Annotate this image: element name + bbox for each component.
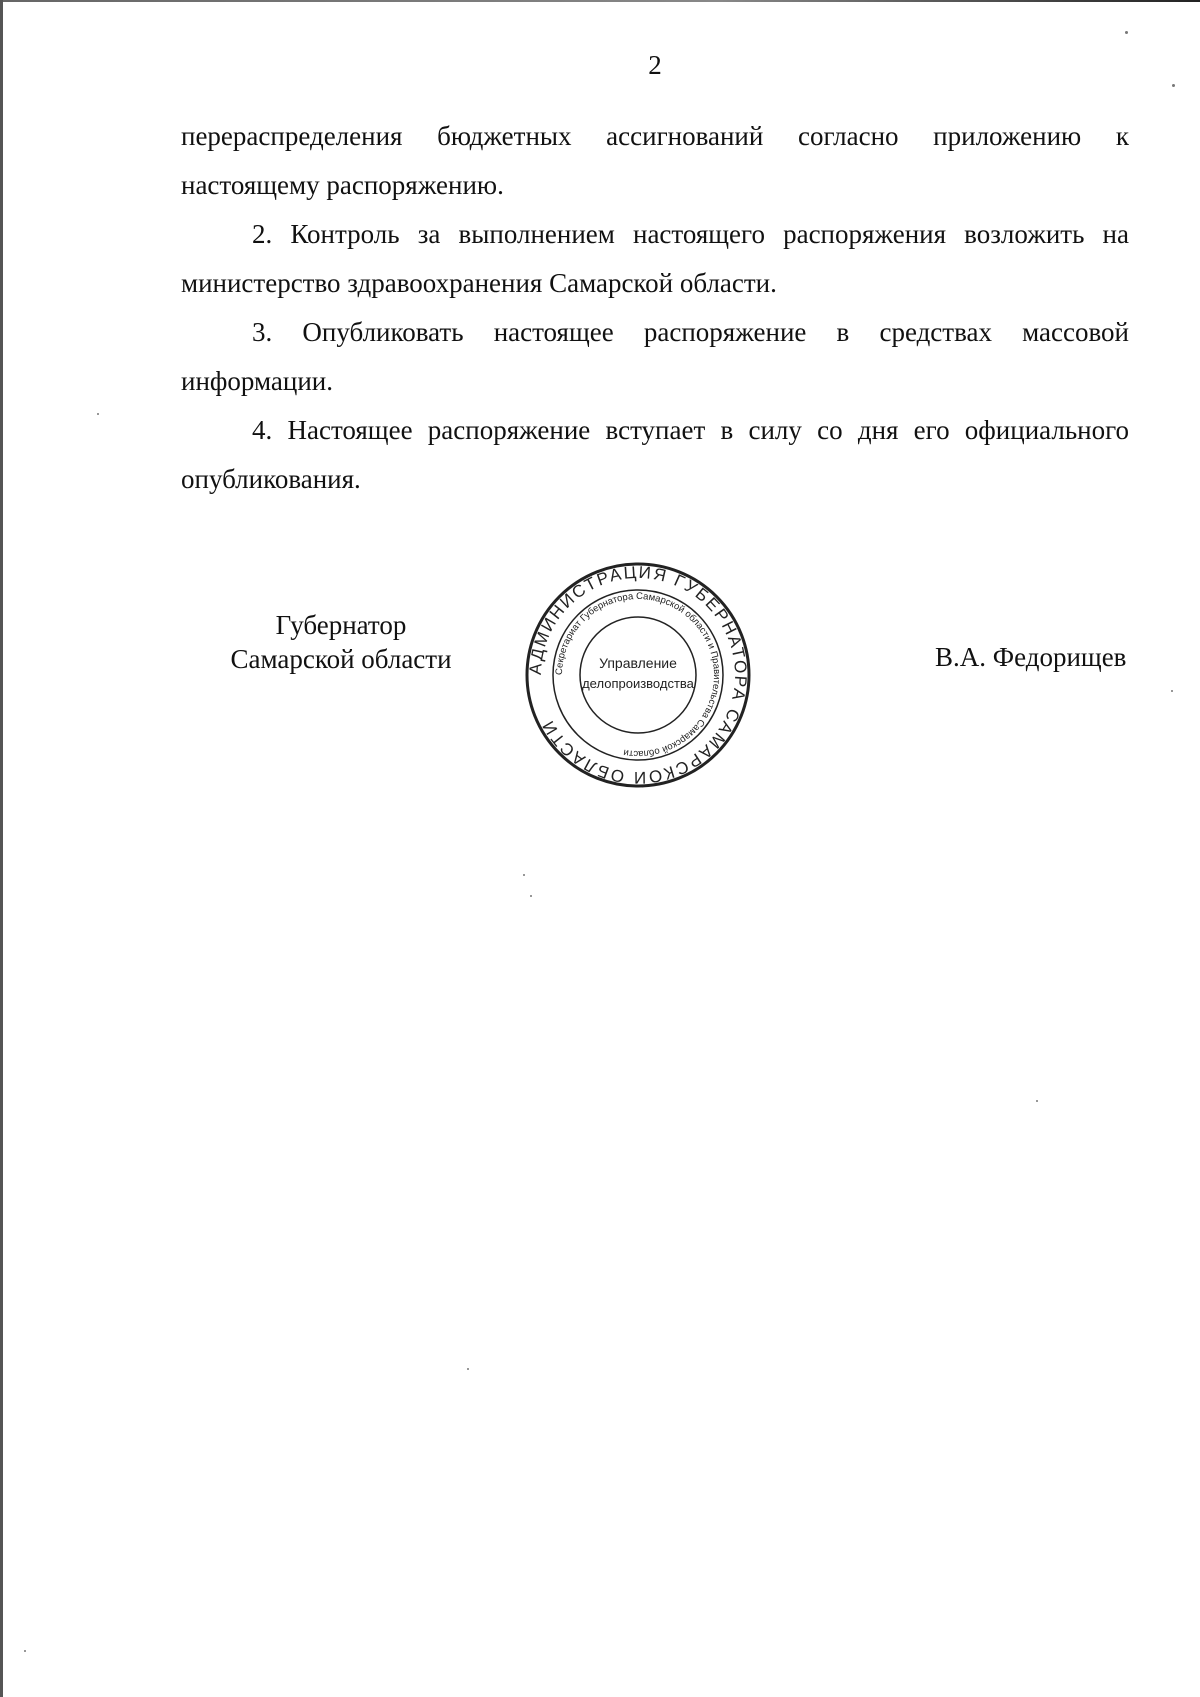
stamp-center-line-2: делопроизводства (582, 676, 694, 691)
scan-speck (1125, 31, 1128, 34)
scan-edge-left (0, 0, 3, 1697)
stamp-inner-border (580, 617, 696, 733)
scan-edge-top (0, 0, 1200, 2)
scan-speck (1171, 690, 1173, 692)
signer-title-line-1: Губернатор (275, 610, 407, 640)
paragraph-3-text: 3. Опубликовать настоящее распоряжение в средствах массовой информации. (181, 317, 1129, 396)
scan-speck (467, 1368, 469, 1370)
signer-title (211, 608, 471, 676)
official-stamp-seal (524, 561, 752, 789)
paragraph-2 (181, 210, 1129, 308)
signer-name: В.А. Федорищев (935, 642, 1127, 672)
signer-title-line-2: Самарской области (230, 644, 452, 674)
page-number: 2 (648, 50, 662, 80)
stamp-outer-text-path: АДМИНИСТРАЦИЯ ГУБЕРНАТОРА САМАРСКОЙ ОБЛАСТИ (525, 562, 751, 788)
stamp-middle-border (553, 590, 723, 760)
stamp-center-line-1: Управление (599, 655, 677, 671)
paragraph-1-text: перераспределения бюджетных ассигнований согласно приложению к настоящему распоряжению. (181, 121, 1129, 200)
scan-speck (523, 874, 525, 876)
paragraph-4 (181, 406, 1129, 504)
stamp-inner-text (554, 591, 722, 759)
scan-speck (1036, 1100, 1038, 1102)
scan-speck (97, 413, 99, 415)
paragraph-3 (181, 308, 1129, 406)
scan-speck (530, 895, 532, 897)
scan-speck (1172, 84, 1175, 87)
paragraph-2-text: 2. Контроль за выполнением настоящего распоряжения возложить на министерство здравоохранения Самарской области. (181, 219, 1129, 298)
paragraph-4-text: 4. Настоящее распоряжение вступает в силу со дня его официального опубликования. (181, 415, 1129, 494)
stamp-inner-text-path: Секретариат Губернатора Самарской области и Правительства Самарской области (553, 590, 723, 760)
paragraph-1 (181, 112, 1129, 210)
scan-speck (24, 1650, 26, 1652)
